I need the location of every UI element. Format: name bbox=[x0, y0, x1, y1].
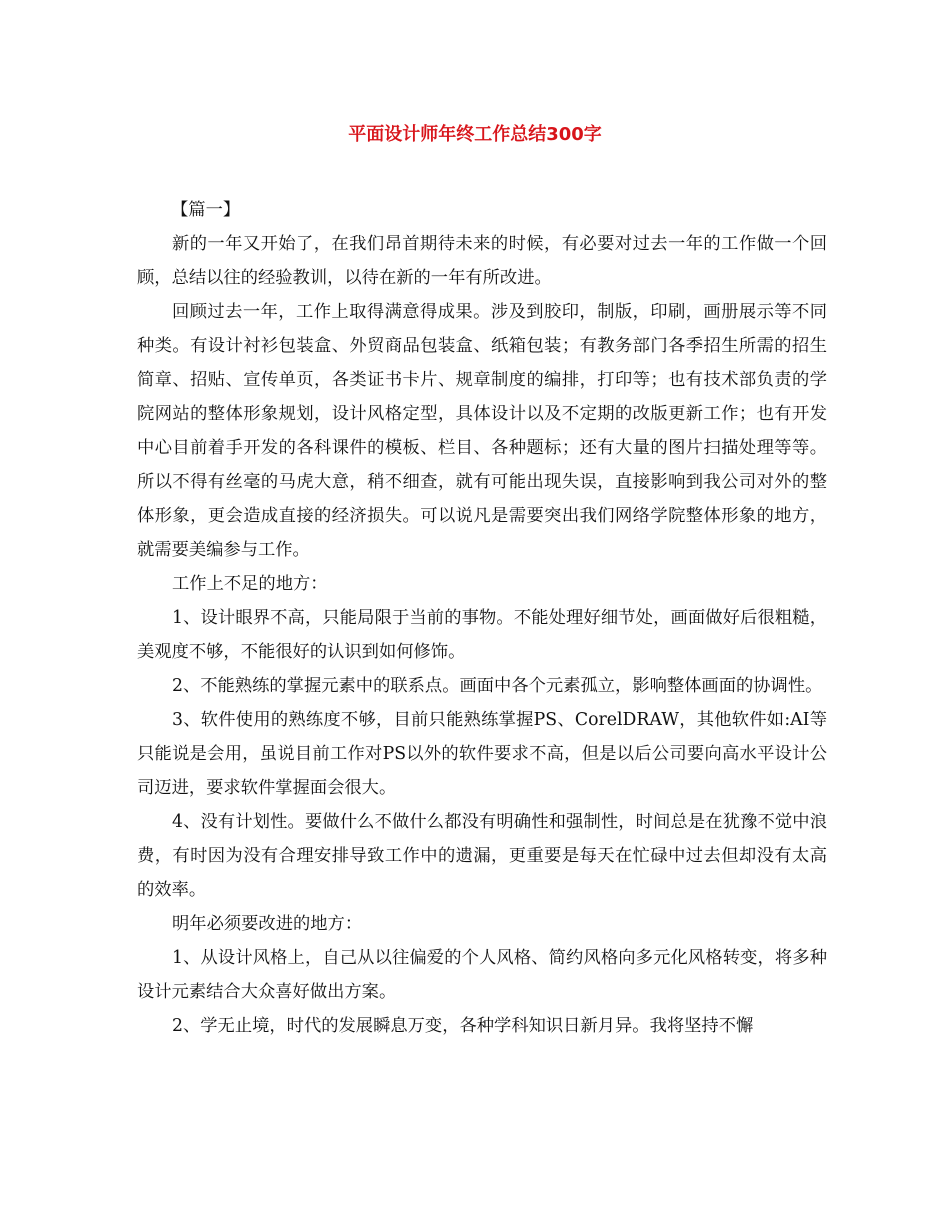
paragraph-review: 回顾过去一年，工作上取得满意得成果。涉及到胶印，制版，印刷，画册展示等不同种类。有设计衬衫包装盒、外贸商品包装盒、纸箱包装；有教务部门各季招生所需的招生简章、招贴、宣传单页，各类证书卡片、规章制度的编排，打印等；也有技术部负责的学院网站的整体形象规划，设计风格定型，具体设计以及不定期的改版更新工作；也有开发中心目前着手开发的各科课件的模板、栏目、各种题标；还有大量的图片扫描处理等等。所以不得有丝毫的马虎大意，稍不细查，就有可能出现失误，直接影响到我公司对外的整体形象，更会造成直接的经济损失。可以说凡是需要突出我们网络学院整体形象的地方，就需要美编参与工作。 bbox=[137, 302, 827, 560]
paragraph-shortcomings-heading: 工作上不足的地方： bbox=[172, 574, 328, 594]
paragraph-shortcoming-4: 4、没有计划性。要做什么不做什么都没有明确性和强制性，时间总是在犹豫不觉中浪费，有时因为没有合理安排导致工作中的遗漏，更重要是每天在忙碌中过去但却没有太高的效率。 bbox=[137, 812, 827, 900]
section-heading: 【篇一】 bbox=[171, 200, 241, 220]
paragraph-intro: 新的一年又开始了，在我们昂首期待未来的时候，有必要对过去一年的工作做一个回顾，总结以往的经验教训，以待在新的一年有所改进。 bbox=[137, 234, 827, 288]
document-title: 平面设计师年终工作总结300字 bbox=[348, 124, 602, 145]
paragraph-improvements-heading: 明年必须要改进的地方： bbox=[172, 914, 363, 934]
paragraph-shortcoming-3: 3、软件使用的熟练度不够，目前只能熟练掌握PS、CorelDRAW，其他软件如:AI等只能说是会用，虽说目前工作对PS以外的软件要求不高，但是以后公司要向高水平设计公司迈进，要求软件掌握面会很大。 bbox=[137, 710, 827, 798]
document-body bbox=[137, 193, 827, 1043]
paragraph-improvement-1: 1、从设计风格上，自己从以往偏爱的个人风格、简约风格向多元化风格转变，将多种设计元素结合大众喜好做出方案。 bbox=[137, 948, 827, 1002]
paragraph-improvement-2: 2、学无止境，时代的发展瞬息万变，各种学科知识日新月异。我将坚持不懈 bbox=[172, 1016, 754, 1036]
paragraph-shortcoming-1: 1、设计眼界不高，只能局限于当前的事物。不能处理好细节处，画面做好后很粗糙，美观度不够，不能很好的认识到如何修饰。 bbox=[137, 608, 827, 662]
paragraph-shortcoming-2: 2、不能熟练的掌握元素中的联系点。画面中各个元素孤立，影响整体画面的协调性。 bbox=[172, 676, 823, 696]
